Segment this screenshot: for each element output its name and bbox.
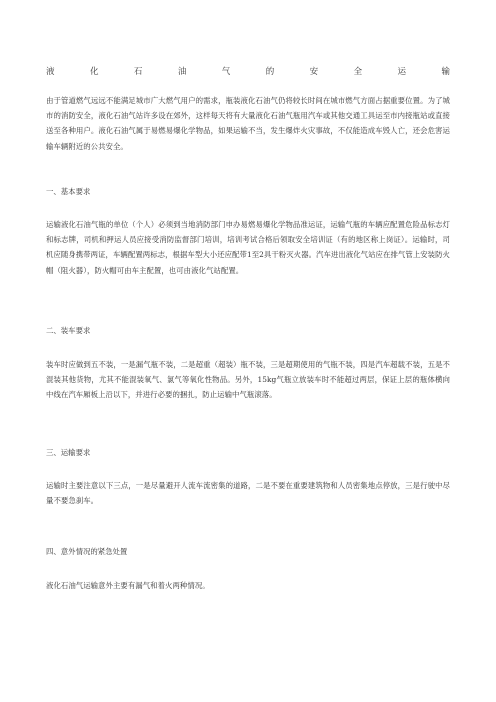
section-body-transport: 运输时主要注意以下三点，一是尽量避开人流车流密集的道路，二是不要在重要建筑物和人员密集地点停放，三是行驶中尽量不要急刹车。: [46, 481, 450, 506]
title-char: 油: [177, 67, 187, 77]
title-char: 气: [221, 67, 231, 77]
title-char: 石: [133, 67, 143, 77]
section-heading-transport: 三、运输要求: [46, 448, 91, 457]
title-char: 运: [397, 67, 407, 77]
title-char: 的: [265, 67, 275, 77]
document-title: [46, 66, 450, 78]
intro-paragraph: 由于管道燃气远远不能满足城市广大燃气用户的需求，瓶装液化石油气仍将较长时间在城市燃气方面占据重要位置。为了城市的消防安全，液化石油气站许多设在郊外，这样每天将有大量液化石油气瓶用汽车或其他交通工具运至市内接瓶站或直接送至各种用户。液化石油气属于易燃易爆化学物品，如果运输不当，发生爆炸火灾事故，不仅能造成车毁人亡，还会危害运输车辆附近的公共安全。: [46, 96, 450, 151]
title-char: 全: [353, 67, 363, 77]
title-char: 化: [89, 67, 99, 77]
title-char: 液: [46, 67, 55, 77]
section-body-basic: 运输液化石油气瓶的单位（个人）必须到当地消防部门申办易燃易爆化学物品准运证，运输气瓶的车辆应配置危险品标志灯和标志牌，司机和押运人员应接受消防监督部门培训，培训考试合格后领取安全培训证（有的地区称上岗证）。运输时，司机应随身携带两证，车辆配置两标志，根据车型大小还应配带1至2具干粉灭火器。汽车进出液化气站应在排气管上安装防火帽（阻火器），防火帽可由车主配置，也可由液化气站配置。: [46, 220, 450, 275]
section-heading-emergency: 四、意外情况的紧急处置: [46, 547, 128, 556]
title-char: 输: [441, 67, 450, 77]
section-heading-loading: 二、装车要求: [46, 326, 91, 335]
title-char: 安: [309, 67, 319, 77]
section-body-emergency: 液化石油气运输意外主要有漏气和着火两种情况。: [46, 581, 210, 590]
section-heading-basic: 一、基本要求: [46, 187, 91, 196]
section-body-loading: 装车时应做到五不装，一是漏气瓶不装，二是超重（超装）瓶不装，三是超期使用的气瓶不装，四是汽车超载不装，五是不混装其他货物，尤其不能混装氧气、氯气等氧化性物品。另外，15kg气瓶立放装车时不能超过两层，保证上层的瓶体横向中线在汽车厢板上沿以下，并进行必要的捆扎，防止运输中气瓶滚落。: [46, 360, 450, 400]
